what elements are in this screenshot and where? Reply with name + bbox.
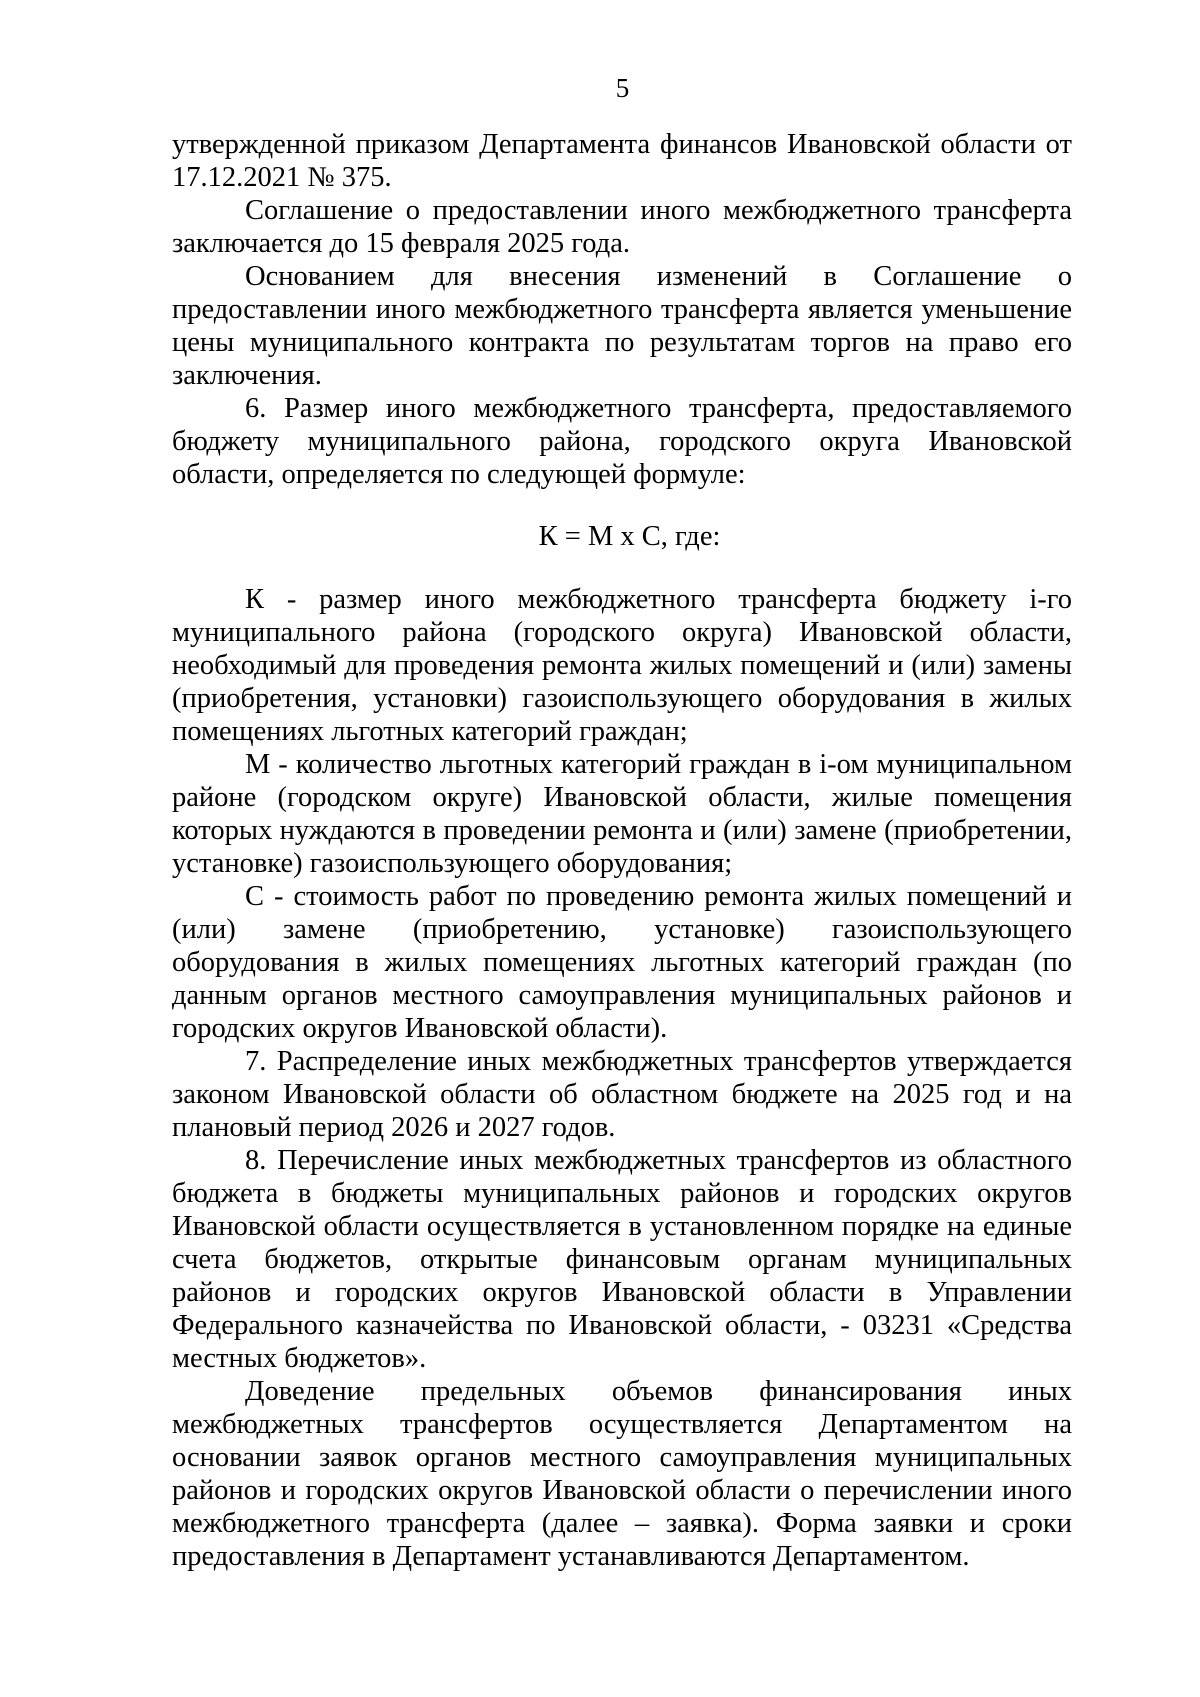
paragraph-agreement-deadline: Соглашение о предоставлении иного межбюджетного трансферта заключается до 15 февраля 2025 года. [172, 195, 1072, 259]
paragraph-funding-limits: Доведение предельных объемов финансирования иных межбюджетных трансфертов осуществляется Департаментом на основании заявок органов местного самоуправления муниципальных районов и городских округов Ивановской области о перечислении иного межбюджетного трансферта (далее – заявка). Форма заявки и сроки предоставления в Департамент устанавливаются Департаментом. [172, 1376, 1072, 1572]
page-number: 5 [615, 73, 630, 103]
document-body [172, 128, 1072, 1573]
paragraph-item-7: 7. Распределение иных межбюджетных трансфертов утверждается законом Ивановской области об областном бюджете на 2025 год и на плановый период 2026 и 2027 годов. [172, 1046, 1072, 1143]
paragraph-item-6: 6. Размер иного межбюджетного трансферта, предоставляемого бюджету муниципального района, городского округа Ивановской области, определяется по следующей формуле: [172, 393, 1072, 490]
paragraph-definition-m: М - количество льготных категорий граждан в i-ом муниципальном районе (городском округе) Ивановской области, жилые помещения которых нуждаются в проведении ремонта и (или) замене (приобретении, установке) газоиспользующего оборудования; [172, 749, 1072, 879]
formula: К = М х С, где: [538, 521, 721, 552]
paragraph-order-reference: утвержденной приказом Департамента финансов Ивановской области от 17.12.2021 № 375. [172, 129, 1072, 193]
paragraph-definition-k: К - размер иного межбюджетного трансферта бюджету i-го муниципального района (городского округа) Ивановской области, необходимый для проведения ремонта жилых помещений и (или) замены (приобретения, установки) газоиспользующего оборудования в жилых помещениях льготных категорий граждан; [172, 584, 1072, 747]
paragraph-item-8: 8. Перечисление иных межбюджетных трансфертов из областного бюджета в бюджеты муниципальных районов и городских округов Ивановской области осуществляется в установленном порядке на единые счета бюджетов, открытые финансовым органам муниципальных районов и городских округов Ивановской области в Управлении Федерального казначейства по Ивановской области, - 03231 «Средства местных бюджетов». [172, 1145, 1072, 1374]
paragraph-agreement-changes: Основанием для внесения изменений в Соглашение о предоставлении иного межбюджетного трансферта является уменьшение цены муниципального контракта по результатам торгов на право его заключения. [172, 261, 1072, 391]
paragraph-definition-c: С - стоимость работ по проведению ремонта жилых помещений и (или) замене (приобретению, установке) газоиспользующего оборудования в жилых помещениях льготных категорий граждан (по данным органов местного самоуправления муниципальных районов и городских округов Ивановской области). [172, 881, 1072, 1044]
